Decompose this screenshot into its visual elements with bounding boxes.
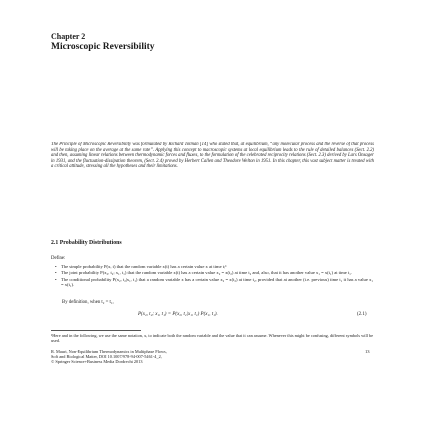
definition-item: [55, 270, 373, 275]
footnote-divider: [51, 330, 141, 331]
footnote: ¹Here and in the following, we use the same notation, x, to indicate both the random variable and the value that it can assume. Whenever this might be confusing, different symbols will be used.: [51, 333, 373, 343]
definition-text: The joint probability P(x₂, t₂; x₁, t₁) that the random variable x(t) has a certain value x₂ = x(t₂) at time t₂ and, also, that it has another value x₁ = x(t₁) at time t₁.: [61, 270, 353, 276]
publication-info: [51, 349, 167, 364]
section-heading: 2.1 Probability Distributions: [51, 240, 122, 246]
chapter-abstract: The Principle of Microscopic Reversibility was formulated by Richard Tolman [14] who stated that, at equilibrium, “any molecular process and the reverse of that process will be taking place on the average at the same rate”. Applying this concept to macroscopic systems at local equilibrium leads to the rule of detailed balances (Sect. 2.2) and then, assuming linear relations between thermodynamic forces and fluxes, to the formulation of the celebrated reciprocity relations (Sect. 2.3) derived by Lars Onsager in 1931, and the fluctuation-dissipation theorem, (Sect. 2.4) proved by Herbert Callen and Theodore Welton in 1951. In this chapter, this vast subject matter is treated with a critical attitude, stressing all the hypotheses and their limitations.: [51, 142, 374, 170]
page-number: 13: [365, 349, 370, 354]
by-definition-text: By definition, when t₂ = t₁,: [62, 300, 114, 305]
definition-item: [55, 264, 373, 269]
definition-list: [55, 264, 373, 289]
publication-line: © Springer Science+Business Media Dordrecht 2013: [51, 359, 143, 364]
definition-item: [55, 277, 373, 288]
bullet-icon: •: [55, 276, 57, 282]
definition-text: The simple probability P(x, t) that the random variable x(t) has a certain value x at time t;¹: [61, 264, 227, 269]
define-label: Define:: [51, 256, 66, 261]
publication-line: Soft and Biological Matter, DOI 10.1007/978-94-007-5461-4_2,: [51, 354, 162, 359]
bullet-icon: •: [55, 264, 57, 269]
equation: P(x₂, t₂; x₁, t₁) = P(x₂, t₂|x₁, t₁) P(x₁, t₁).: [138, 312, 218, 317]
bullet-icon: •: [55, 270, 57, 276]
chapter-label: Chapter 2: [51, 32, 86, 41]
definition-text: The conditional probability P(x₂, t₂|x₁, t₁) that a random variable x has a certain value x₂ = x(t₂) at time t₂, provided that at another (i.e. previous) time t₁ it has a value x₁ = x(t₁).: [61, 276, 373, 288]
publication-line: R. Mauri, Non-Equilibrium Thermodynamics in Multiphase Flows,: [51, 349, 167, 354]
chapter-title: Microscopic Reversibility: [51, 42, 155, 52]
equation-number: (2.1): [357, 312, 367, 317]
